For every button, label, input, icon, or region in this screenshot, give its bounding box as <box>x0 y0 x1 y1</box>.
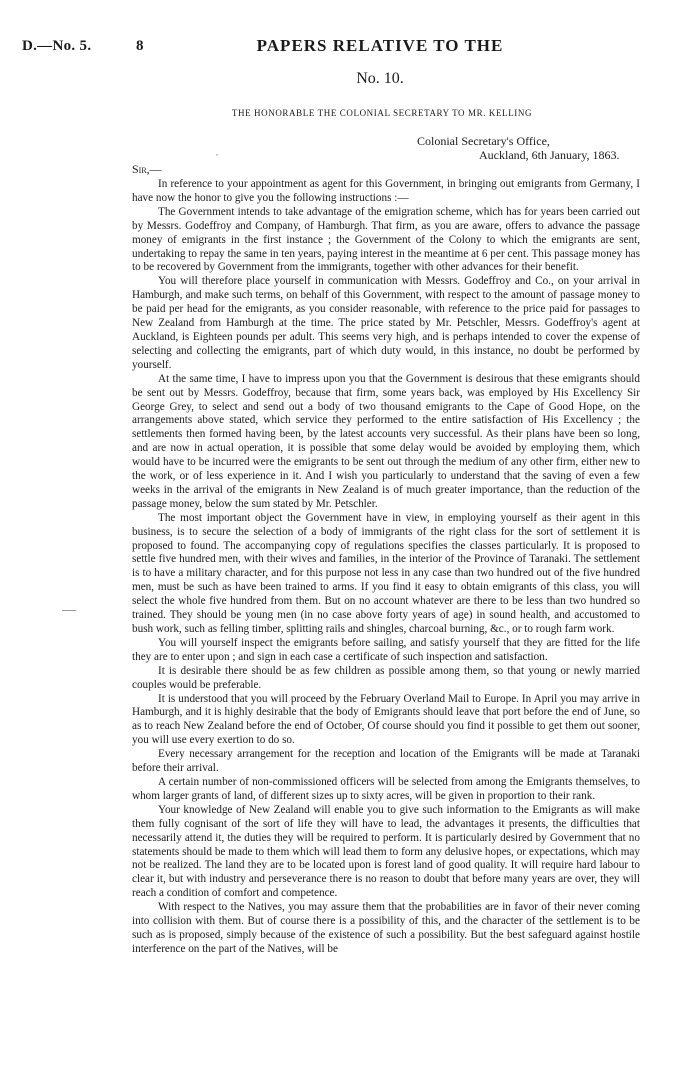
address-line-date: Auckland, 6th January, 1863. <box>479 148 620 162</box>
paragraph: It is desirable there should be as few children as possible among them, so that young or newly married couples would be preferable. <box>132 664 640 691</box>
paragraph: With respect to the Natives, you may assure them that the probabilities are in favor of their never coming into collision with them. But of course there is a possibility of this, and the character of the settlement is to be such as is proposed, simply because of the existence of such a possibility. But the best safeguard against hostile interference on the part of the Natives, will be <box>132 901 640 955</box>
margin-rule <box>62 610 76 611</box>
document-number: No. 10. <box>356 70 404 87</box>
paragraph: In reference to your appointment as agent for this Government, in bringing out emigrants from Germany, I have now the honor to give you the following instructions :— <box>132 178 640 204</box>
salutation: Sir,— <box>132 162 162 176</box>
stray-mark: , <box>216 148 218 157</box>
paragraph: Your knowledge of New Zealand will enable you to give such information to the Emigrants as will make them fully cognisant of the sort of life they will have to lead, the advantages it presents, the difficulties that necessarily attend it, the duties they will be required to perform. It is particularly desired by Government that no statements should be made to them which will lead them to form any delusive hopes, or expectations, which may not be realized. The land they are to be located upon is forest land of good quality. It will require hard labour to clear it, but with industry and perseverance there is no reason to doubt that before many years are over, they will reach a condition of comfort and competence. <box>132 803 640 900</box>
letter-heading: THE HONORABLE THE COLONIAL SECRETARY TO MR. KELLING <box>231 108 533 118</box>
paragraph: Every necessary arrangement for the reception and location of the Emigrants will be made at Taranaki before their arrival. <box>132 748 640 775</box>
paragraph: It is understood that you will proceed by the February Overland Mail to Europe. In April you may arrive in Hamburgh, and it is highly desirable that the body of Emigrants should leave that port before the end of June, so as to reach New Zealand before the end of October, Of course should you find it possible to get them out sooner, you will use every exertion to do so. <box>132 692 640 747</box>
paragraph: At the same time, I have to impress upon you that the Government is desirous that these emigrants should be sent out by Messrs. Godeffroy, because that firm, some years back, was employed by His Excellency Sir George Grey, to select and send out a body of two thousand emigrants to the Cape of Good Hope, on the arrangements above stated, which service they performed to the entire satisfaction of His Excellency ; the settlements then formed having been, by the latest accounts very successful. As their plans have been so long, and are now in actual operation, it is possible that some delay would be avoided by employing them, which would have to be incurred were the emigrants to be sent out through the medium of any other firm, either new to the work, or of less experience in it. And I wish you particularly to understand that the saving of even a few weeks in the arrival of the emigrants in New Zealand is of much greater importance, than the reduction of the passage money, below the sum stated by Mr. Petschler. <box>132 372 640 510</box>
letter-body <box>132 178 640 957</box>
sender-address <box>417 134 657 162</box>
address-line-office: Colonial Secretary's Office, <box>417 134 550 148</box>
paragraph: You will yourself inspect the emigrants before sailing, and satisfy yourself that they are fitted for the life they are to enter upon ; and sign in each case a certificate of such inspection and satisfaction. <box>132 636 640 663</box>
paragraph: You will therefore place yourself in communication with Messrs. Godeffroy and Co., on your arrival in Hamburgh, and make such terms, on behalf of this Government, with respect to the amount of passage money to be paid per head for the emigrants, as you consider reasonable, with reference to the price paid for passages to New Zealand from Hamburgh at the time. The price stated by Mr. Petschler, Messrs. Godeffroy's agent at Auckland, is Eighteen pounds per adult. This seems very high, and is perhaps intended to cover the expense of selecting and collecting the emigrants, part of which duty would, in this instance, no doubt be performed by yourself. <box>132 275 640 371</box>
series-reference: D.—No. 5. <box>22 38 92 54</box>
paragraph: The Government intends to take advantage of the emigration scheme, which has for years been carried out by Messrs. Godeffroy and Company, of Hamburgh. That firm, as you are aware, offers to advance the passage money of emigrants in the first instance ; the Government of the Colony to which the emigrants are sent, undertaking to repay the same in ten years, paying interest in the meantime at 6 per cent. This passage money has to be recovered by Government from the immigrants, together with other advances for their benefit. <box>132 205 640 274</box>
running-title: PAPERS RELATIVE TO THE <box>256 36 504 55</box>
paragraph: The most important object the Government have in view, in employing yourself as their agent in this business, is to secure the selection of a body of immigrants of the right class for the sort of settlement it is proposed to found. The accompanying copy of regulations specifies the classes particularly. It is proposed to settle five hundred men, with their wives and families, in the interior of the Province of Taranaki. The settlement is to have a military character, and for this purpose not less in any case than two hundred out of the five hundred men, must be such as have been trained to arms. If you find it easy to obtain emigrants of this class, you will select the whole five hundred from them. But on no account whatever are there to be less than two hundred so trained. They should be young men (in no case above forty years of age) in sound health, and accustomed to bush work, such as felling timber, splitting rails and shingles, charcoal burning, &c., or to rough farm work. <box>132 511 640 635</box>
paragraph: A certain number of non-commissioned officers will be selected from among the Emigrants themselves, to whom larger grants of land, of different sizes up to sixty acres, will be given in proportion to their rank. <box>132 775 640 802</box>
page-number: 8 <box>136 38 144 54</box>
